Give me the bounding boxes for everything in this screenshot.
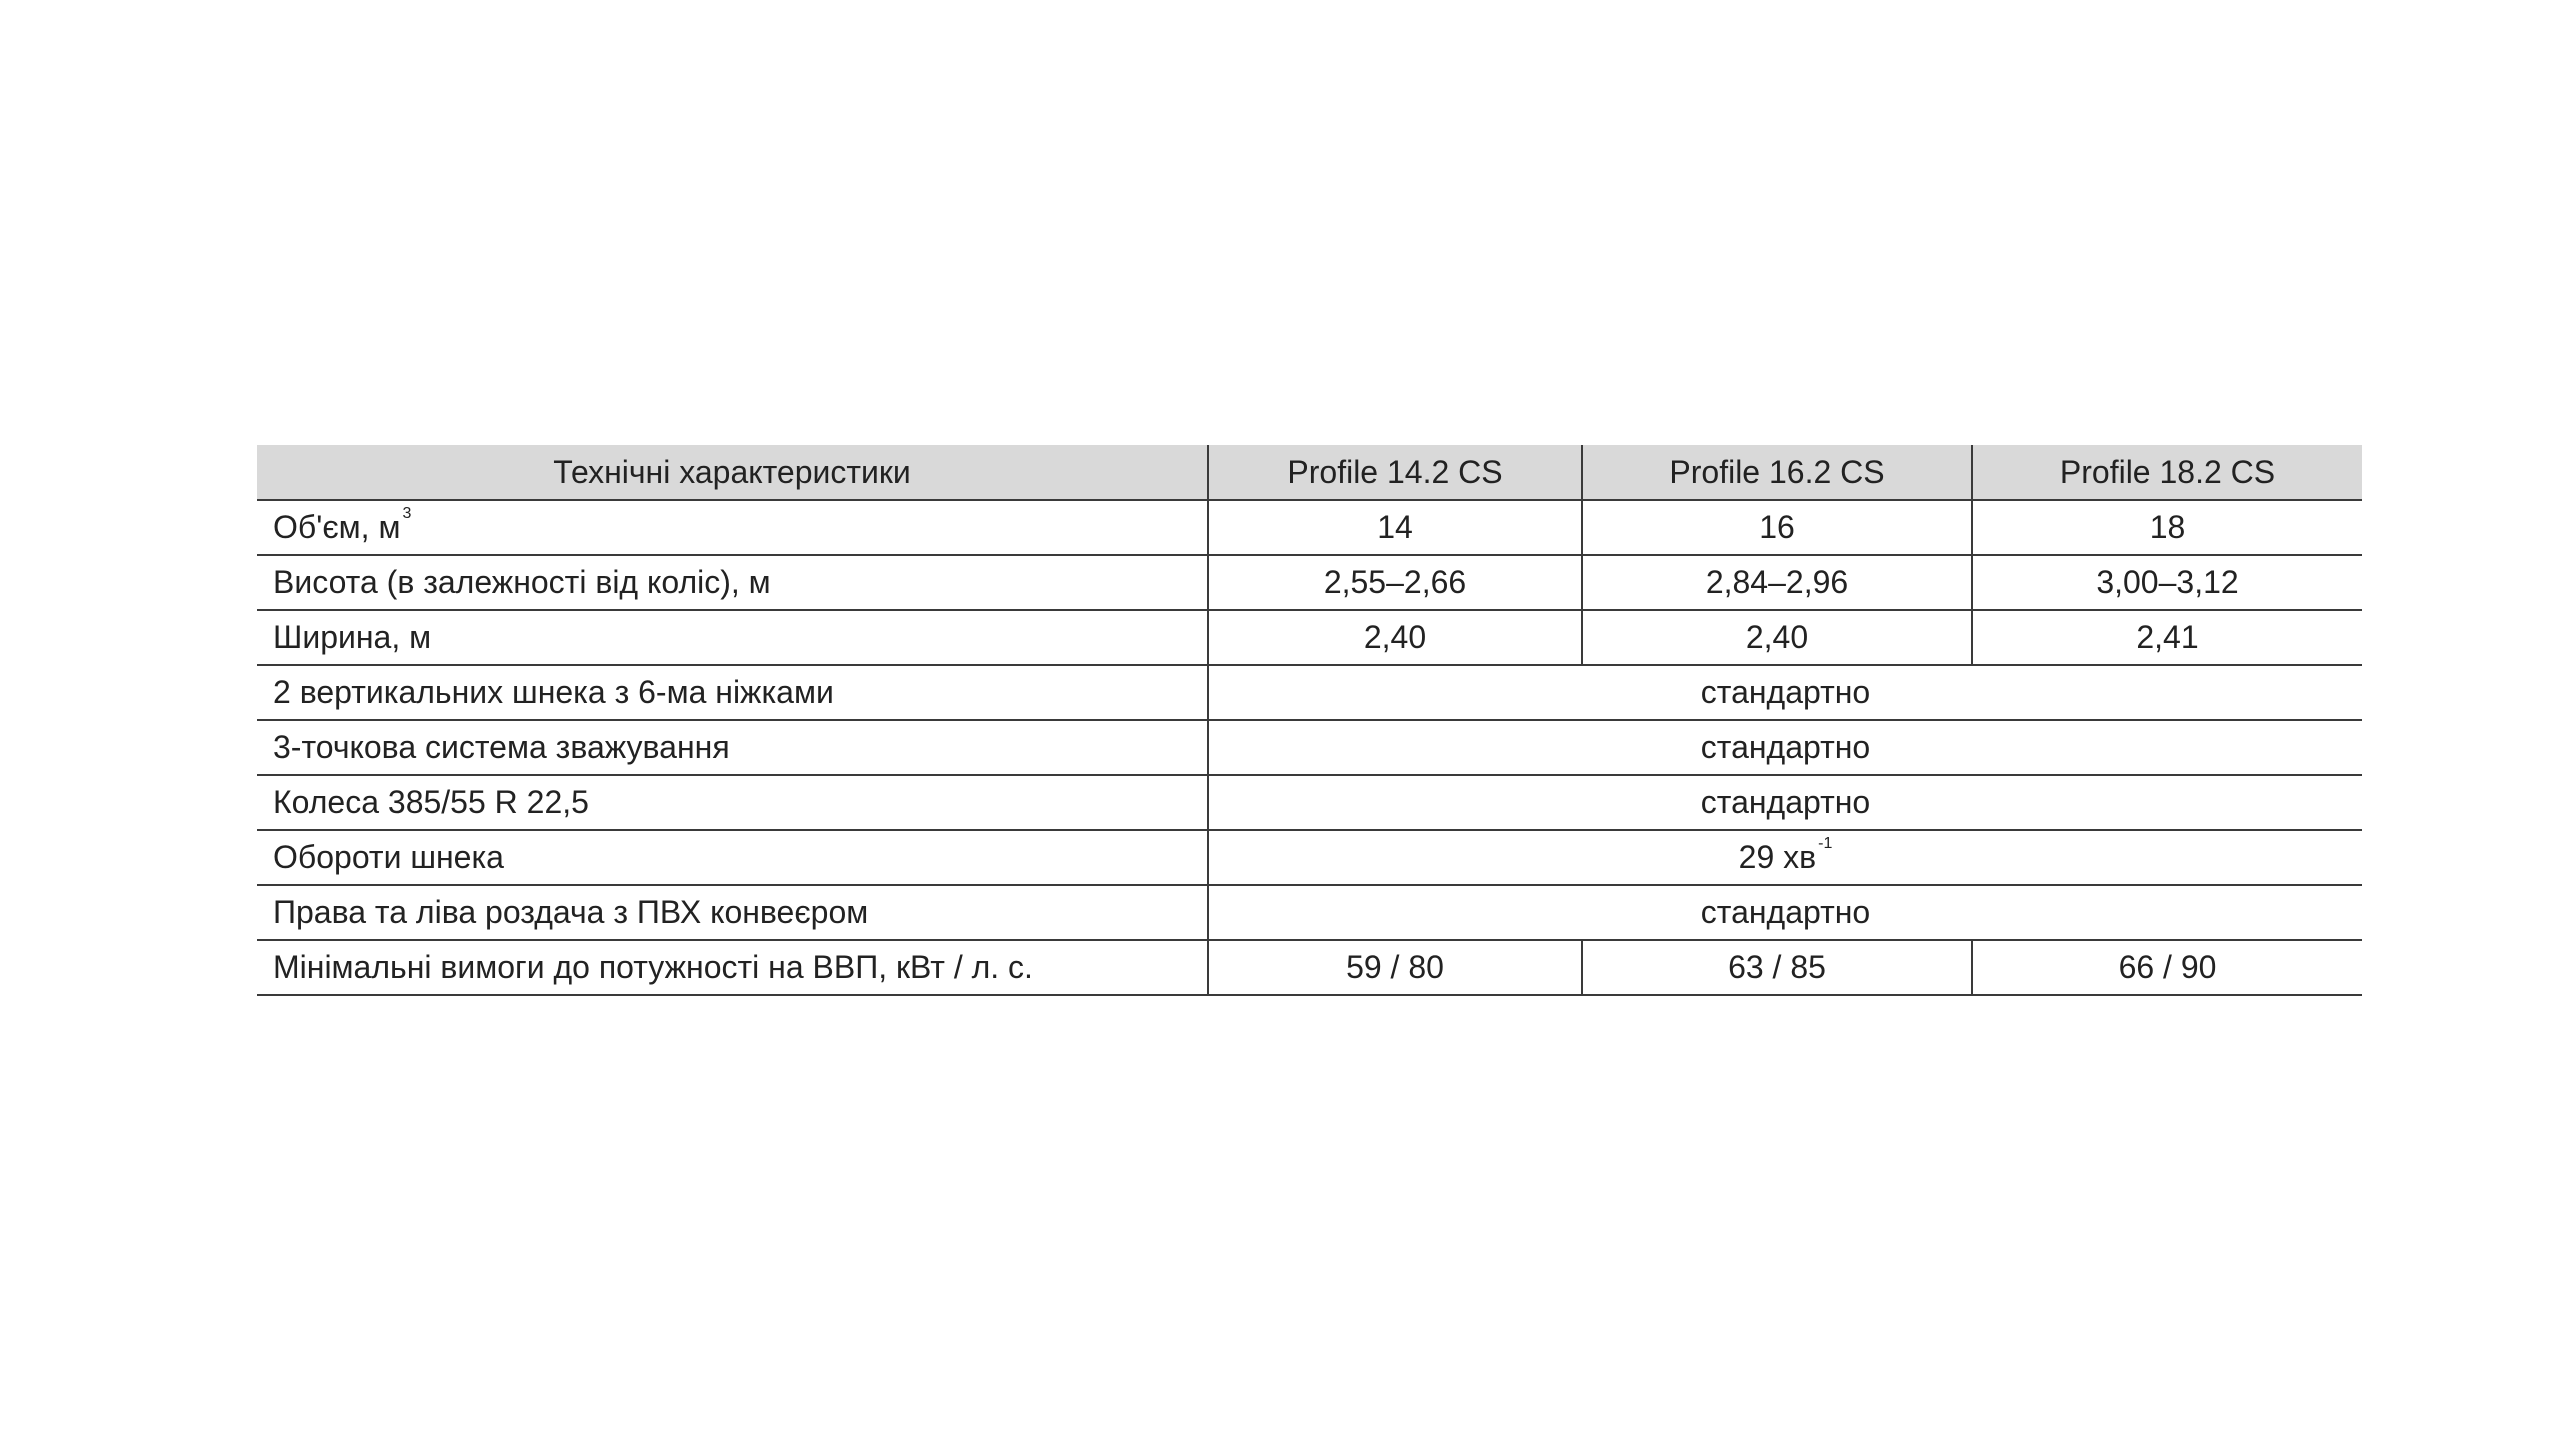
header-model-2: Profile 16.2 CS <box>1582 445 1972 500</box>
row-param: Права та ліва роздача з ПВХ конвеєром <box>257 885 1208 940</box>
merged-value-cell: стандартно <box>1208 775 2362 830</box>
row-param: Колеса 385/55 R 22,5 <box>257 775 1208 830</box>
table-body <box>257 500 2362 995</box>
table-row <box>257 830 2362 885</box>
table-row <box>257 720 2362 775</box>
value-cell: 2,40 <box>1582 610 1972 665</box>
spec-table <box>257 445 2362 996</box>
param-superscript: 3 <box>402 505 412 522</box>
row-param: Ширина, м <box>257 610 1208 665</box>
merged-value-cell: стандартно <box>1208 885 2362 940</box>
table-row <box>257 665 2362 720</box>
table-row <box>257 940 2362 995</box>
value-cell: 2,40 <box>1208 610 1582 665</box>
value-cell: 14 <box>1208 500 1582 555</box>
header-model-1: Profile 14.2 CS <box>1208 445 1582 500</box>
table-header <box>257 445 2362 500</box>
table-row <box>257 775 2362 830</box>
merged-value-cell: стандартно <box>1208 665 2362 720</box>
row-param: 3-точкова система зважування <box>257 720 1208 775</box>
value-superscript: -1 <box>1818 835 1833 852</box>
header-param: Технічні характеристики <box>257 445 1208 500</box>
table-row <box>257 555 2362 610</box>
row-param <box>257 500 1208 555</box>
header-row <box>257 445 2362 500</box>
merged-value-text: 29 хв <box>1738 839 1817 875</box>
value-cell: 59 / 80 <box>1208 940 1582 995</box>
row-param: 2 вертикальних шнека з 6-ма ніжками <box>257 665 1208 720</box>
row-param: Мінімальні вимоги до потужності на ВВП, кВт / л. с. <box>257 940 1208 995</box>
param-label: Об'єм, м <box>273 509 401 545</box>
value-cell: 16 <box>1582 500 1972 555</box>
row-param: Висота (в залежності від коліс), м <box>257 555 1208 610</box>
value-cell: 2,84–2,96 <box>1582 555 1972 610</box>
table-row <box>257 610 2362 665</box>
header-model-3: Profile 18.2 CS <box>1972 445 2362 500</box>
value-cell: 2,55–2,66 <box>1208 555 1582 610</box>
merged-value-cell <box>1208 830 2362 885</box>
merged-value-cell: стандартно <box>1208 720 2362 775</box>
value-cell: 66 / 90 <box>1972 940 2362 995</box>
value-cell: 3,00–3,12 <box>1972 555 2362 610</box>
table-row <box>257 500 2362 555</box>
value-cell: 18 <box>1972 500 2362 555</box>
row-param: Обороти шнека <box>257 830 1208 885</box>
value-cell: 2,41 <box>1972 610 2362 665</box>
value-cell: 63 / 85 <box>1582 940 1972 995</box>
table-row <box>257 885 2362 940</box>
